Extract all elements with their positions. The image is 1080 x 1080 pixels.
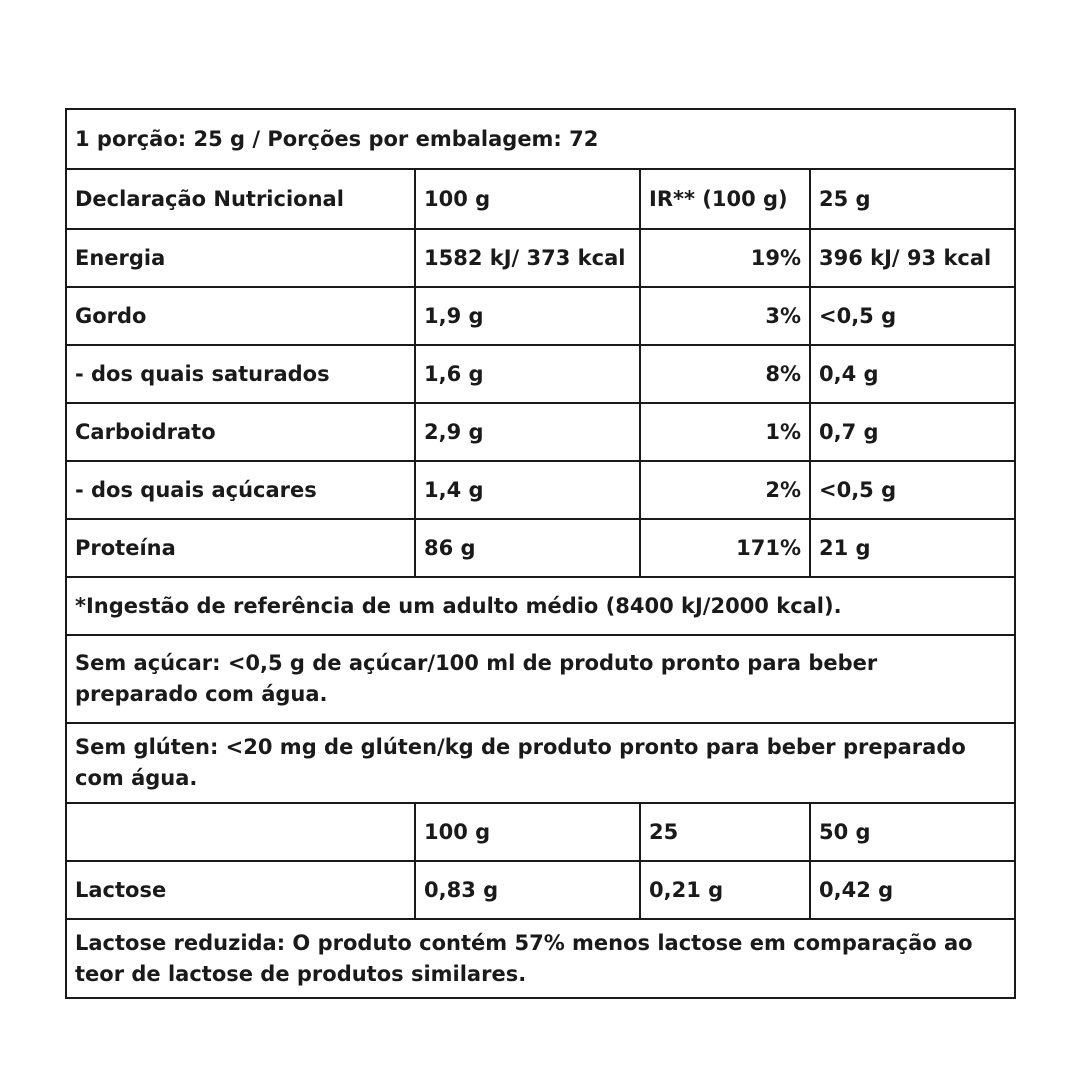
row-per100: 1,4 g <box>415 461 640 519</box>
lactose-val-a: 0,83 g <box>415 861 640 919</box>
row-ir: 1% <box>640 403 810 461</box>
row-per25: <0,5 g <box>810 287 1015 345</box>
sugar-free-note: Sem açúcar: <0,5 g de açúcar/100 ml de produto pronto para beber preparado com água. <box>66 635 1015 723</box>
row-ir: 19% <box>640 229 810 287</box>
row-per25: 0,4 g <box>810 345 1015 403</box>
row-per25: 396 kJ/ 93 kcal <box>810 229 1015 287</box>
serving-row <box>66 109 1015 169</box>
table-row <box>66 403 1015 461</box>
row-ir: 8% <box>640 345 810 403</box>
row-label: Energia <box>66 229 415 287</box>
serving-info: 1 porção: 25 g / Porções por embalagem: 72 <box>66 109 1015 169</box>
lactose-reduced-note: Lactose reduzida: O produto contém 57% menos lactose em comparação ao teor de lactose de produtos similares. <box>66 919 1015 998</box>
lactose-val-b: 0,21 g <box>640 861 810 919</box>
row-label: Carboidrato <box>66 403 415 461</box>
sugar-note-row <box>66 635 1015 723</box>
col-header-label: Declaração Nutricional <box>66 169 415 229</box>
row-label: - dos quais açúcares <box>66 461 415 519</box>
row-per100: 1,6 g <box>415 345 640 403</box>
lactose-col-a: 100 g <box>415 803 640 861</box>
row-label: Gordo <box>66 287 415 345</box>
lactose-val-c: 0,42 g <box>810 861 1015 919</box>
row-label: Proteína <box>66 519 415 577</box>
lactose-label: Lactose <box>66 861 415 919</box>
lactose-note-row <box>66 919 1015 998</box>
table-row <box>66 229 1015 287</box>
lactose-col-b: 25 <box>640 803 810 861</box>
lactose-header-row <box>66 803 1015 861</box>
lactose-col-c: 50 g <box>810 803 1015 861</box>
row-per25: 21 g <box>810 519 1015 577</box>
col-header-per25: 25 g <box>810 169 1015 229</box>
row-per25: <0,5 g <box>810 461 1015 519</box>
header-row <box>66 169 1015 229</box>
nutrition-table <box>65 108 1016 999</box>
col-header-per100: 100 g <box>415 169 640 229</box>
lactose-row <box>66 861 1015 919</box>
col-header-ir: IR** (100 g) <box>640 169 810 229</box>
gluten-free-note: Sem glúten: <20 mg de glúten/kg de produto pronto para beber preparado com água. <box>66 723 1015 803</box>
table-row <box>66 461 1015 519</box>
row-per100: 1,9 g <box>415 287 640 345</box>
row-per100: 86 g <box>415 519 640 577</box>
lactose-header-empty <box>66 803 415 861</box>
table-row <box>66 345 1015 403</box>
row-ir: 2% <box>640 461 810 519</box>
row-label: - dos quais saturados <box>66 345 415 403</box>
row-ir: 3% <box>640 287 810 345</box>
reference-note-row <box>66 577 1015 635</box>
row-per100: 2,9 g <box>415 403 640 461</box>
table-row <box>66 287 1015 345</box>
gluten-note-row <box>66 723 1015 803</box>
table-row <box>66 519 1015 577</box>
reference-note: *Ingestão de referência de um adulto médio (8400 kJ/2000 kcal). <box>66 577 1015 635</box>
row-ir: 171% <box>640 519 810 577</box>
row-per25: 0,7 g <box>810 403 1015 461</box>
row-per100: 1582 kJ/ 373 kcal <box>415 229 640 287</box>
